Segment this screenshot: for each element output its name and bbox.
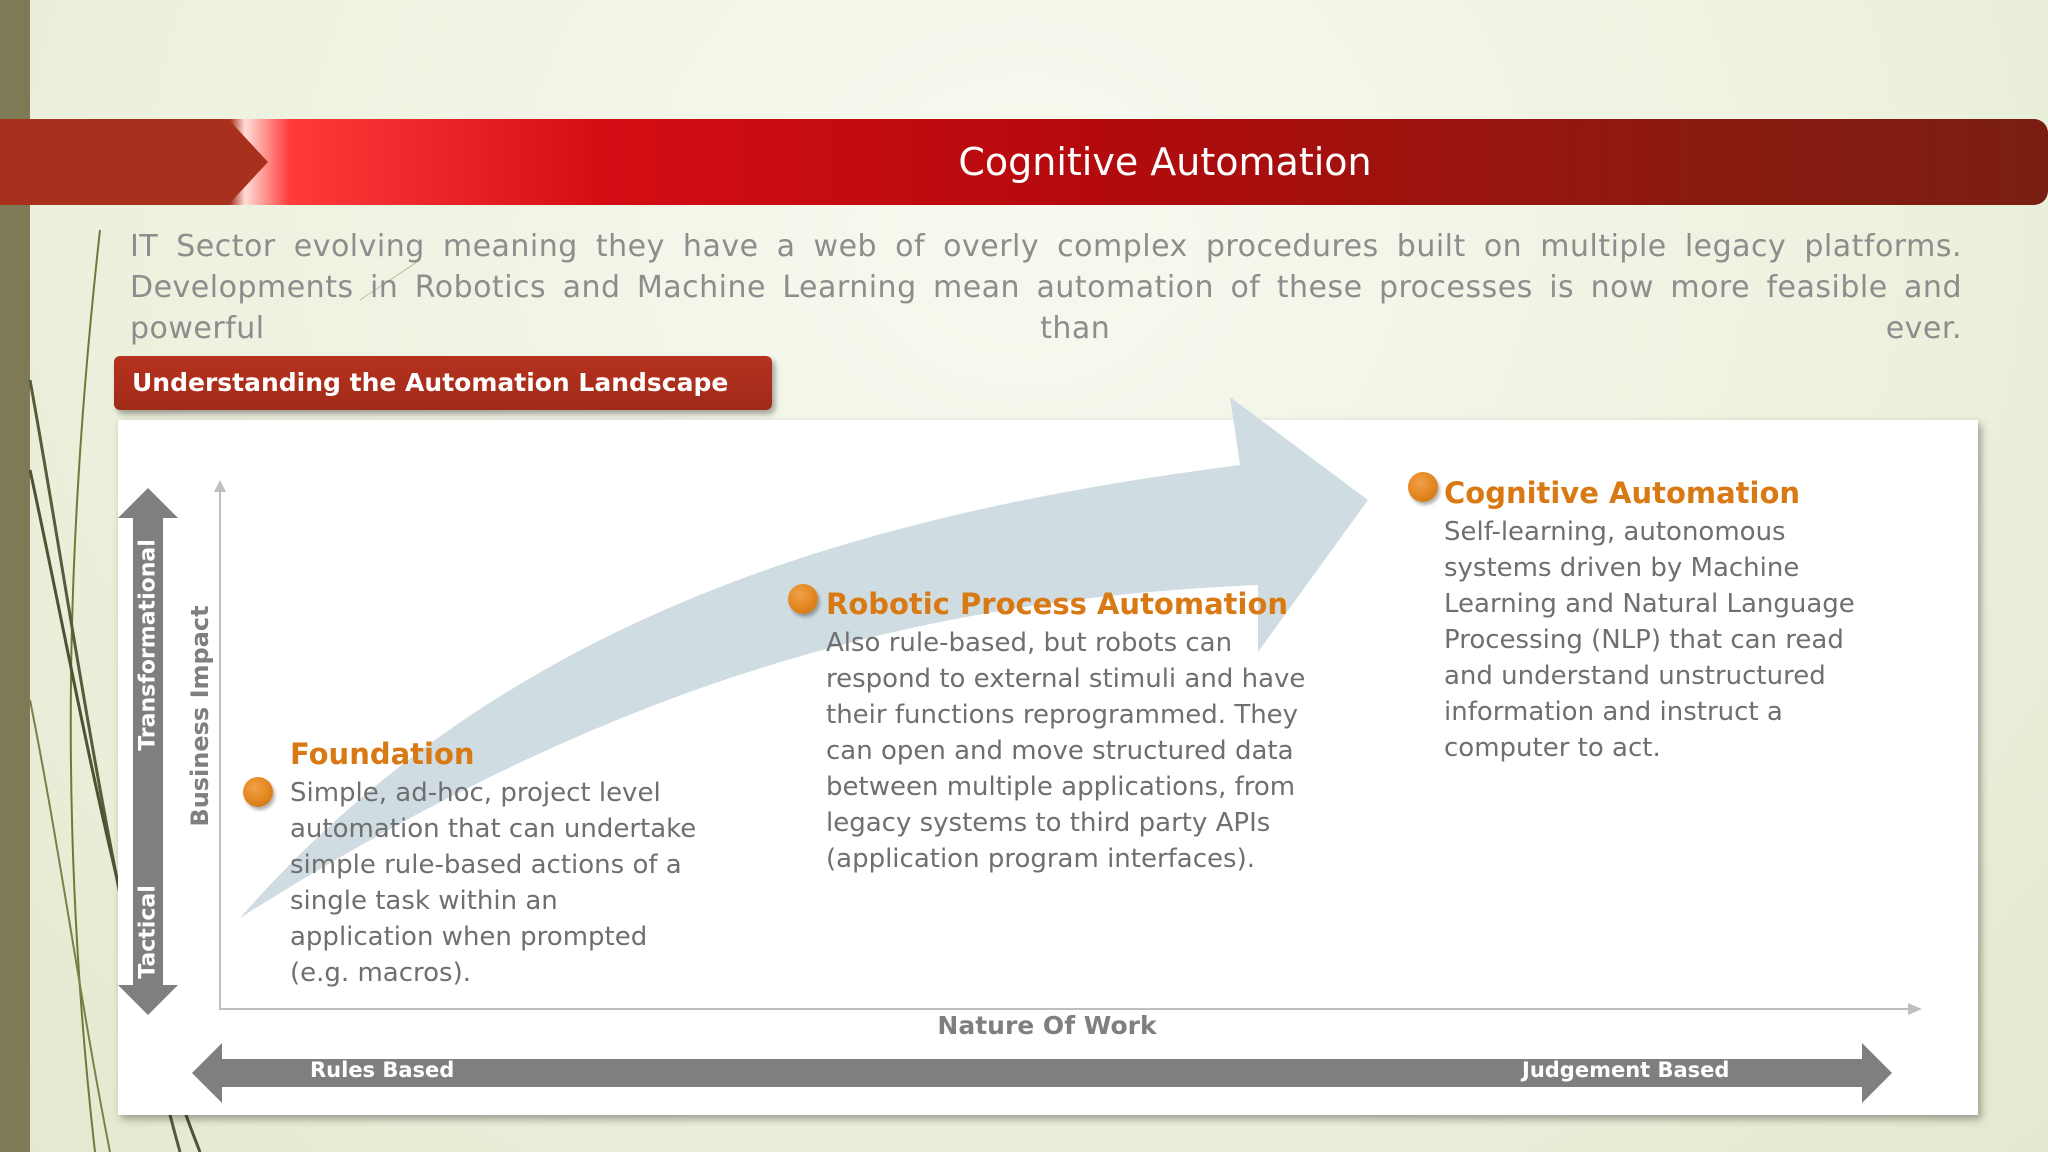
landscape-tab: Understanding the Automation Landscape [114, 356, 772, 410]
cognitive-description: Self-learning, autonomous systems driven by Machine Learning and Natural Language Processing (NLP) that can read and understand unstructured information and instruct a computer to act. [1444, 517, 1855, 763]
y-axis-top-label: Transformational [135, 539, 161, 751]
cognitive-marker-dot [1408, 472, 1438, 502]
rpa-title: Robotic Process Automation [826, 587, 1289, 621]
rpa-marker-dot [788, 584, 818, 614]
foundation-marker-dot [243, 777, 273, 807]
foundation-title: Foundation [290, 737, 475, 771]
x-axis-label: Nature Of Work [937, 1011, 1157, 1040]
rpa-description: Also rule-based, but robots can respond to external stimuli and have their functions reprogrammed. They can open and move structured data between multiple applications, from legacy systems to third party APIs (application program interfaces). [826, 628, 1306, 874]
y-axis-bottom-label: Tactical [135, 885, 161, 979]
y-axis-label: Business Impact [186, 605, 214, 827]
x-axis-right-label: Judgement Based [1522, 1058, 1730, 1082]
y-axis-arrowhead [214, 480, 226, 492]
x-axis-left-label: Rules Based [310, 1058, 455, 1082]
cognitive-title: Cognitive Automation [1444, 476, 1801, 510]
foundation-description: Simple, ad-hoc, project level automation that can undertake simple rule-based actions of a single task within an application when prompted (e.g. macros). [290, 778, 697, 988]
page-title: Cognitive Automation [958, 140, 1372, 184]
intro-paragraph: IT Sector evolving meaning they have a web of overly complex procedures built on multiple legacy platforms. Developments in Robotics and Machine Learning mean automation of these processes is now more feasible and powerful than ever. [130, 229, 1962, 346]
x-axis-arrowhead [1908, 1003, 1922, 1015]
